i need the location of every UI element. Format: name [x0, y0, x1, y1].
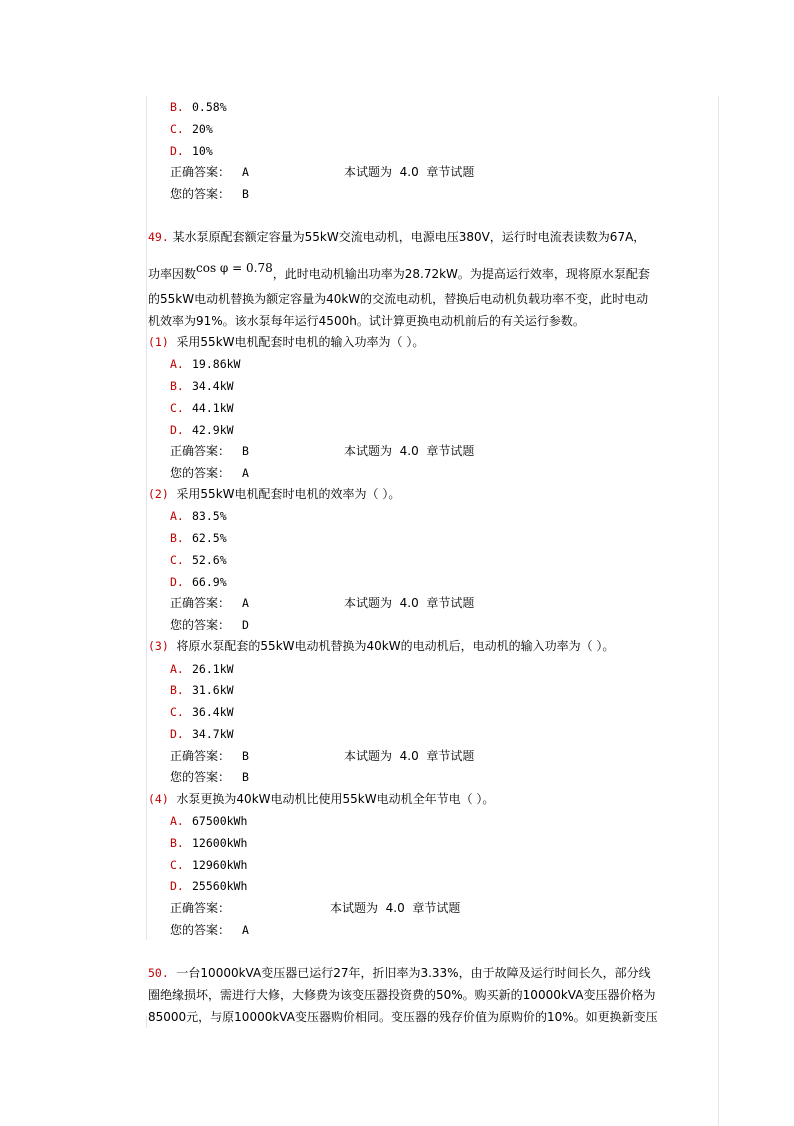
your-answer-label: 您的答案： [170, 770, 231, 784]
option-text: 20% [192, 122, 213, 136]
correct-answer-label: 正确答案： [170, 901, 231, 915]
option-letter: B. [170, 683, 184, 697]
sub-question-number: (4) [148, 792, 169, 806]
your-answer-value: B [242, 770, 249, 784]
option-letter: B. [170, 100, 184, 114]
option-b[interactable] [170, 835, 247, 851]
option-b[interactable] [170, 378, 234, 394]
sub-question-4 [148, 791, 494, 807]
question-stem-line [148, 261, 650, 282]
score-text: 本试题为 4.0 章节试题 [344, 444, 475, 458]
option-text: 62.5% [192, 531, 227, 545]
correct-answer-row [170, 443, 474, 459]
option-c[interactable] [170, 552, 227, 568]
option-d[interactable] [170, 422, 234, 438]
sub-question-text: 将原水泵配套的55kW电动机替换为40kW的电动机后，电动机的输入功率为（ ）。 [176, 639, 615, 653]
your-answer-value: A [242, 466, 249, 480]
score-text: 本试题为 4.0 章节试题 [344, 749, 475, 763]
sub-question-text: 水泵更换为40kW电动机比使用55kW电动机全年节电（ ）。 [176, 792, 495, 806]
option-text: 66.9% [192, 575, 227, 589]
option-text: 52.6% [192, 553, 227, 567]
content-left-border [146, 96, 147, 940]
question-stem-line [148, 1009, 658, 1025]
option-text: 10% [192, 144, 213, 158]
your-answer-label: 您的答案： [170, 923, 231, 937]
stem-text: 机效率为91%。该水泵每年运行4500h。试计算更换电动机前后的有关运行参数。 [148, 314, 585, 328]
option-text: 34.4kW [192, 379, 234, 393]
option-letter: C. [170, 705, 184, 719]
option-text: 25560kWh [192, 879, 248, 893]
correct-answer-label: 正确答案： [170, 749, 231, 763]
question-number: 49. [148, 230, 169, 244]
correct-answer-label: 正确答案： [170, 596, 231, 610]
question-stem-line [148, 965, 651, 981]
sub-question-1 [148, 334, 424, 350]
option-a[interactable] [170, 813, 247, 829]
option-c[interactable] [170, 857, 247, 873]
option-letter: D. [170, 727, 184, 741]
power-factor-formula: cos φ = 0.78 [196, 261, 273, 275]
option-letter: D. [170, 423, 184, 437]
option-letter: A. [170, 509, 184, 523]
correct-answer-value: B [242, 444, 249, 458]
option-a[interactable] [170, 508, 227, 524]
option-letter: A. [170, 357, 184, 371]
correct-answer-row [170, 164, 474, 180]
option-b[interactable] [170, 682, 234, 698]
option-text: 19.86kW [192, 357, 241, 371]
stem-text: 圈绝缘损坏，需进行大修，大修费为该变压器投资费的50%。购买新的10000kVA变压器价格为 [148, 988, 656, 1002]
option-letter: D. [170, 144, 184, 158]
score-text: 本试题为 4.0 章节试题 [344, 596, 475, 610]
option-letter: D. [170, 575, 184, 589]
correct-answer-value: A [242, 165, 249, 179]
option-text: 0.58% [192, 100, 227, 114]
sub-question-number: (2) [148, 487, 169, 501]
your-answer-value: B [242, 187, 249, 201]
question-stem-line [148, 313, 585, 329]
option-text: 36.4kW [192, 705, 234, 719]
option-d[interactable] [170, 143, 213, 159]
option-a[interactable] [170, 661, 234, 677]
correct-answer-value: A [242, 596, 249, 610]
option-c[interactable] [170, 400, 234, 416]
option-d[interactable] [170, 574, 227, 590]
option-c[interactable] [170, 704, 234, 720]
option-letter: B. [170, 379, 184, 393]
option-text: 34.7kW [192, 727, 234, 741]
stem-text: ，此时电动机输出功率为28.72kW。为提高运行效率，现将原水泵配套 [272, 267, 650, 281]
option-text: 12960kWh [192, 858, 248, 872]
option-text: 26.1kW [192, 662, 234, 676]
option-a[interactable] [170, 356, 240, 372]
correct-answer-value: B [242, 749, 249, 763]
option-letter: B. [170, 531, 184, 545]
option-letter: C. [170, 122, 184, 136]
stem-text: 一台10000kVA变压器已运行27年，折旧率为3.33%，由于故障及运行时间长久，部分线 [176, 966, 651, 980]
option-text: 67500kWh [192, 814, 248, 828]
option-text: 44.1kW [192, 401, 234, 415]
stem-text: 功率因数 [148, 267, 197, 281]
option-b[interactable] [170, 99, 227, 115]
correct-answer-label: 正确答案： [170, 165, 231, 179]
your-answer-label: 您的答案： [170, 466, 231, 480]
sub-question-text: 采用55kW电机配套时电机的输入功率为（ ）。 [176, 335, 425, 349]
your-answer-row [170, 186, 249, 202]
correct-answer-row [170, 748, 474, 764]
your-answer-label: 您的答案： [170, 187, 231, 201]
option-text: 31.6kW [192, 683, 234, 697]
your-answer-value: A [242, 923, 249, 937]
option-letter: C. [170, 858, 184, 872]
correct-answer-row [170, 595, 474, 611]
correct-answer-label: 正确答案： [170, 444, 231, 458]
option-text: 83.5% [192, 509, 227, 523]
your-answer-value: D [242, 618, 249, 632]
question-stem-line [148, 291, 648, 307]
sub-question-number: (3) [148, 639, 169, 653]
content-right-border [718, 96, 719, 1126]
option-letter: D. [170, 879, 184, 893]
sub-question-3 [148, 638, 614, 654]
your-answer-row [170, 617, 249, 633]
sub-question-number: (1) [148, 335, 169, 349]
option-letter: C. [170, 553, 184, 567]
option-letter: A. [170, 662, 184, 676]
option-letter: B. [170, 836, 184, 850]
option-letter: C. [170, 401, 184, 415]
content-left-border-lower [146, 1016, 147, 1028]
question-stem-line [148, 229, 645, 245]
option-text: 42.9kW [192, 423, 234, 437]
sub-question-2 [148, 486, 400, 502]
option-text: 12600kWh [192, 836, 248, 850]
option-letter: A. [170, 814, 184, 828]
your-answer-row [170, 465, 249, 481]
score-text: 本试题为 4.0 章节试题 [330, 901, 461, 915]
option-c[interactable] [170, 121, 213, 137]
sub-question-text: 采用55kW电机配套时电机的效率为（ ）。 [176, 487, 401, 501]
question-stem-line [148, 987, 655, 1003]
option-b[interactable] [170, 530, 227, 546]
your-answer-label: 您的答案： [170, 618, 231, 632]
option-d[interactable] [170, 878, 247, 894]
your-answer-row [170, 922, 249, 938]
stem-text: 85000元，与原10000kVA变压器购价相同。变压器的残存价值为原购价的10%。如更换新变压 [148, 1010, 658, 1024]
stem-text: 的55kW电动机替换为额定容量为40kW的交流电动机，替换后电动机负载功率不变，此时电动 [148, 292, 649, 306]
correct-answer-row [170, 900, 460, 916]
score-text: 本试题为 4.0 章节试题 [344, 165, 475, 179]
stem-text: 某水泵原配套额定容量为55kW交流电动机，电源电压380V，运行时电流表读数为67A， [172, 230, 646, 244]
your-answer-row [170, 769, 249, 785]
option-d[interactable] [170, 726, 234, 742]
question-number: 50. [148, 966, 169, 980]
